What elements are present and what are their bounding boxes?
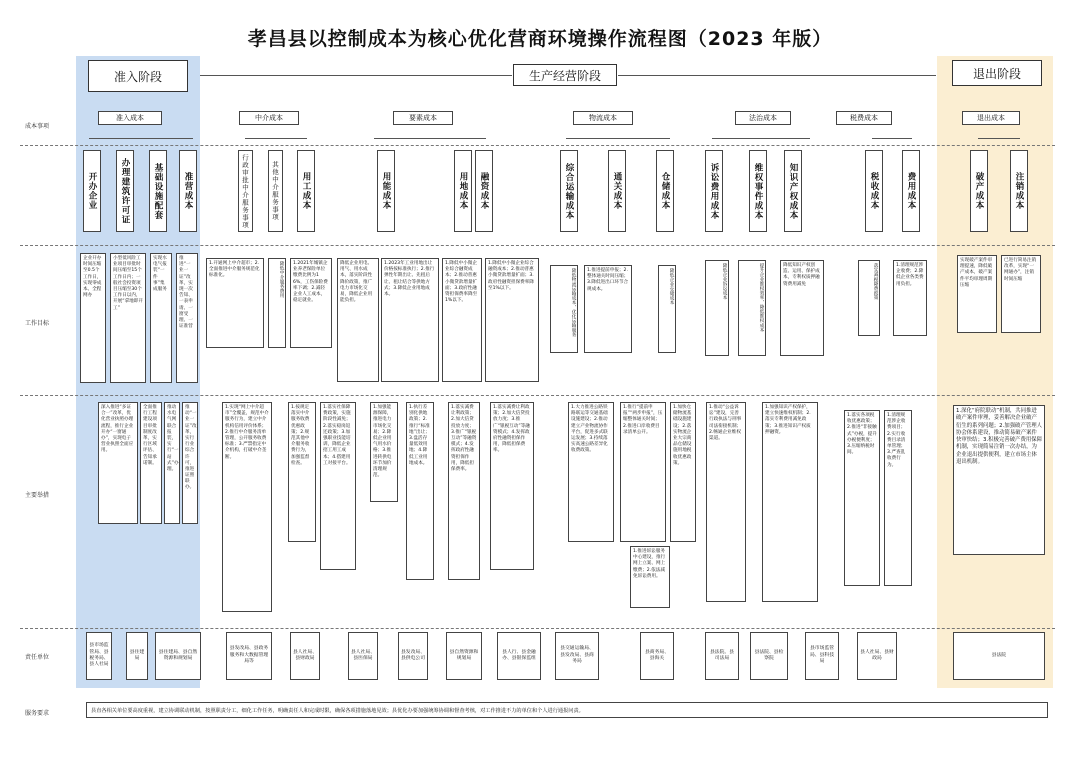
row-label-responsible: 责任单位 xyxy=(25,654,50,661)
resp-tongguan: 县商务局、县海关 xyxy=(640,632,674,680)
goal-rongzi-2: 1.降低中小微企业综合融资成本；2.推动普惠小微贷款增量扩面；3.政府性融资担保费率降至1%以下。 xyxy=(485,258,539,382)
measure-zhishi: 1.加强知识产权保护，建立快速维权机制；2.落实专利费用减免政策；3.推进知识产权质押融资。 xyxy=(762,402,818,602)
item-feiyong: 费用成本 xyxy=(902,150,920,232)
row-label-work-goals: 工作目标 xyxy=(25,320,50,327)
goal-yonggong: 1.2021年城镇企业养老保险单位缴费比例为16%，工伤保险费率下调；2.减轻企业人工成本，稳定就业。 xyxy=(290,258,332,348)
measure-yonggong: 1.落实社保降费政策，实施阶段性减免；2.落实稳岗返还政策；3.加强职业技能培训，降低企业招工用工成本；4.搭建用工对接平台。 xyxy=(320,402,356,570)
resp-zonghe: 县交通运输局、县发改局、县商务局 xyxy=(555,632,599,680)
goal-xingzheng: 1.开通网上中介超市；2.全面推进中介服务规范化标准化。 xyxy=(206,258,264,348)
measure-yongdi: 1.执行差别化供地政策；2.推行“标准地”出让；3.盘活存量低效用地；4.降低工业用地成本。 xyxy=(406,402,434,580)
stage-production: 生产经营阶段 xyxy=(513,64,617,86)
item-pochan: 破产成本 xyxy=(970,150,988,232)
goal-zhishi: 降低知识产权创造、运用、保护成本，专利权质押融资费用减免 xyxy=(780,260,824,356)
measure-tongguan: 1.推行“提前申报”“两步申报”，压缩整体通关时间；2.推进口岸收费目录清单公开。 xyxy=(620,402,666,542)
measure-jianzhu: 全面推行工程建设项目审批制度改革，实行区域评估、告知承诺制。 xyxy=(140,402,162,524)
measure-rongzi-2: 1.落实减费让利政策；2.加大信贷投放力度；3.推广“银税互动”等融资模式；4.发挥政府性融资担保作用，降低担保费率。 xyxy=(490,402,534,570)
measure-zonghe: 1.大力推进公路铁路联运等交通基础设施建设；2.推动建立产业物流协作平台，促进多式联运发展；3.持续落实高速公路差异化收费政策。 xyxy=(568,402,614,542)
resp-kaiban: 县市场监管局、县税务局、县人社局 xyxy=(86,632,112,680)
category-entry-cost: 准入成本 xyxy=(98,111,162,125)
item-cangchu: 仓储成本 xyxy=(656,150,674,232)
goal-yongdi: 1.2023年工业用地出让价格按标准执行；2.推行弹性年期出让、先租后让、租让结合等供地方式；3.降低企业用地成本。 xyxy=(381,258,439,382)
item-shuishou: 税收成本 xyxy=(865,150,883,232)
measure-exit: 1.深化“府院联动”机制，共同推进破产案件审理，妥善解决企业破产衍生的系列问题；2.加强破产管理人协会体系建设，推动简易破产案件快审快结；3.积极完善破产费用保障机制，实现简易注销一次办结，为企业退出提供便利，建立市场主体退出机制。 xyxy=(953,405,1045,555)
item-yonggong: 用工成本 xyxy=(297,150,315,232)
measure-feiyong: 1.清理规范涉企收费项目；2.实行收费目录清单管理；3.严查乱收费行为。 xyxy=(884,410,912,586)
stage-exit: 退出阶段 xyxy=(952,60,1042,86)
resp-xingzheng: 县发改局、县政务服务和大数据管理局等 xyxy=(226,632,272,680)
item-zonghe: 综合运输成本 xyxy=(560,150,578,232)
item-jianzhu: 办理建筑许可证 xyxy=(116,150,134,232)
category-intermediary-cost: 中介成本 xyxy=(239,111,299,125)
item-jichu: 基础设施配套 xyxy=(149,150,167,232)
resp-zhishi: 县市场监管局、县科技局 xyxy=(805,632,839,680)
stage-entry: 准入阶段 xyxy=(88,60,188,92)
resp-jianzhu: 县住建局 xyxy=(126,632,148,680)
item-xingzheng: 行政审批中介服务事项 xyxy=(238,150,253,232)
item-qita: 其他中介服务事项 xyxy=(268,150,283,232)
item-weiquan: 维权事件成本 xyxy=(749,150,767,232)
stage-connector xyxy=(618,75,936,76)
resp-yongdi: 县自然资源和规划局 xyxy=(446,632,482,680)
item-kaiban: 开办企业 xyxy=(83,150,101,232)
goal-kaiban: 企业开办时间压缩至0.5个工作日，实现零成本、全程网办 xyxy=(80,253,106,383)
stage-connector xyxy=(200,75,512,76)
item-susong: 诉讼费用成本 xyxy=(705,150,723,232)
goal-weiquan: 提升企业维权效率，降低维权成本 xyxy=(738,260,766,356)
page-title: 孝昌县以控制成本为核心优化营商环境操作流程图（2023 年版） xyxy=(247,28,833,50)
category-exit-cost: 退出成本 xyxy=(962,111,1020,125)
resp-feiyong: 县人社局、县财政局 xyxy=(857,632,897,680)
resp-susong: 县法院、县司法局 xyxy=(705,632,739,680)
measure-yongneng: 1.加强能源保障，推进电力市场化交易；2.降低企业用气用水价格；3.推进转供电环节加价清理规范。 xyxy=(370,402,398,502)
measure-kaiban: 深入推进“多证合一”改革，优化营业执照办理流程，推行企业开办“一窗通办”，实现电子营业执照全面应用。 xyxy=(98,402,138,524)
item-yongdi: 用地成本 xyxy=(454,150,472,232)
goal-zhunying: 推进“一业一证”改革，实现一次告知、一表申请、一窗受理、一证准营 xyxy=(176,253,198,383)
goal-jichu: 实现水电气报装“一件事”集成服务 xyxy=(150,253,172,383)
goal-yongneng: 降低企业用电、用气、用水成本，落实阶段性降价政策，推广电力市场化交易，降低企业用能负担。 xyxy=(337,258,379,382)
item-tongguan: 通关成本 xyxy=(608,150,626,232)
resp-yongneng: 县发改局、县供电公司 xyxy=(398,632,428,680)
goal-zhuxiao: 已进行简易注销改革，实现“一网通办”，注销时间压缩 xyxy=(1001,255,1041,333)
resp-qita: 县人社局、县财政局 xyxy=(290,632,320,680)
row-separator xyxy=(20,245,1055,246)
measure-xingzheng: 1.实现“网上中介超市”全覆盖，规范中介服务行为，建立中介机构信用评价体系；2.推行中介服务清单管理，公开服务收费标准；3.严禁指定中介机构，打破中介垄断。 xyxy=(222,402,272,612)
goal-qita: 降低中介服务费用 xyxy=(268,258,286,348)
row-separator xyxy=(20,628,1055,629)
measure-shuishou: 1.落实各项税收优惠政策；2.推进“非接触式”办税，提升办税便利度；3.压缩纳税时间。 xyxy=(844,410,880,586)
goal-zonghe: 降低物流运输成本，优化运输服务 xyxy=(550,265,578,353)
row-label-cost-items: 成本事项 xyxy=(25,123,50,130)
goal-shuishou: 落实减税降费政策 xyxy=(858,260,880,336)
item-zhuxiao: 注销成本 xyxy=(1010,150,1028,232)
goal-jianzhu: 小型低风险工业项目审批时间压缩至15个工作日内；一般社会投资项目压缩至30个工作日以内，开展“拿地即开工” xyxy=(110,253,146,383)
measure-jichu: 推动水电气网联合报装，实行“一站式”办理。 xyxy=(164,402,180,524)
resp-rongzi: 县人行、县金融办、县银保监组 xyxy=(497,632,541,680)
row-label-measures: 主要举措 xyxy=(25,492,50,499)
category-tax-cost: 税费成本 xyxy=(836,111,892,125)
row-separator xyxy=(20,145,1055,146)
goal-cangchu: 降低企业仓储成本 xyxy=(658,265,676,353)
goal-tongguan: 1.推进提前申报；2.整体通关时间压缩；3.降低进出口环节合规成本。 xyxy=(584,265,632,353)
row-label-service-req: 服务要求 xyxy=(25,710,50,717)
resp-jichu: 县住建局、县自然资源和规划局 xyxy=(155,632,201,680)
item-yongneng: 用能成本 xyxy=(377,150,395,232)
measure-rongzi: 1.落实减费让利政策；2.加大信贷投放力度；3.推广“银税互动”等融资模式；4.发挥政府性融资担保作用，降低担保费率。 xyxy=(448,402,480,580)
measure-susong: 1.推进诉讼服务中心建设，推行网上立案、网上缴费；2.依法减免诉讼费用。 xyxy=(630,546,670,608)
goal-pochan: 实现破产案件审理提速，降低破产成本，破产案件平均审理周期压缩 xyxy=(957,255,997,333)
goal-susong: 降低企业诉讼成本 xyxy=(705,260,729,356)
measure-qita: 1.按规定落实中介服务收费优惠政策；2.规范其他中介服务收费行为，加强监督检查。 xyxy=(288,402,316,542)
goal-rongzi: 1.降低中小微企业综合融资成本；2.推动普惠小微贷款增量扩面；3.政府性融资担保费率降至1%以下。 xyxy=(442,258,482,382)
resp-yonggong: 县人社局、县医保局 xyxy=(348,632,378,680)
goal-feiyong: 1.清理规范涉企收费；2.降低企业各类费用负担。 xyxy=(893,260,927,336)
item-rongzi: 融资成本 xyxy=(475,150,493,232)
measure-zhunying: 推动“一业一证”改革，实行行业综合许可，推进证照联办。 xyxy=(182,402,198,524)
item-zhunying: 准营成本 xyxy=(179,150,197,232)
service-requirements: 县直各相关单位要高度重视，建立协调联动机制，按照职责分工，细化工作任务，明确责任人和完成时限，确保各项措施落地见效；县优化办要加强统筹协调和督查考核，对工作推进不力的单位和个人进行通报问责。 xyxy=(86,702,1048,718)
resp-exit: 县法院 xyxy=(953,632,1045,680)
category-factor-cost: 要素成本 xyxy=(393,111,453,125)
resp-weiquan: 县法院、县检察院 xyxy=(750,632,788,680)
category-legal-cost: 法治成本 xyxy=(735,111,791,125)
category-logistics-cost: 物流成本 xyxy=(573,111,633,125)
row-separator xyxy=(20,395,1055,396)
measure-cangchu: 1.加快仓储物流基础设施建设；2.落实物流企业大宗商品仓储设施用地税收优惠政策。 xyxy=(670,402,696,542)
exit-zone xyxy=(937,56,1053,688)
item-zhishi: 知识产权成本 xyxy=(784,150,802,232)
measure-weiquan: 1.推动“公益诉讼”建设，完善行政执法与刑事司法衔接机制；2.畅通企业维权渠道。 xyxy=(706,402,746,602)
